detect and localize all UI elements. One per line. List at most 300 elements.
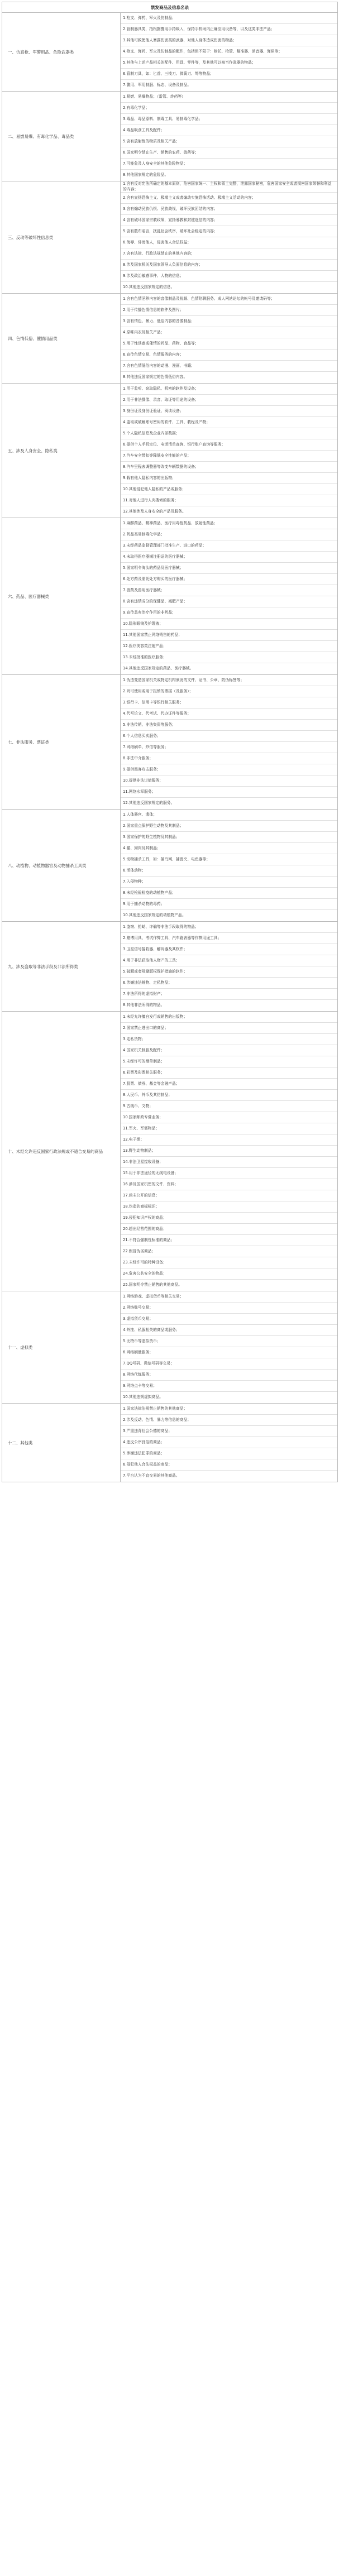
list-item-text: 4.枪支、弹药、军火及仿制品的配件，包括但不限于：枪托、枪管、瞄准器、消音器、弹匣等； [123, 49, 283, 54]
list-item-text: 22.假冒伪劣商品； [123, 1248, 156, 1253]
list-item-text: 6.侮辱、诽谤他人，侵害他人合法权益； [123, 240, 192, 245]
list-item [121, 327, 337, 338]
list-item [121, 832, 337, 843]
list-item-text: 4.含有破坏国家宗教政策，宣扬邪教和封建迷信的内容； [123, 217, 218, 222]
list-item [121, 1000, 337, 1011]
list-item-text: 6.网络刷量服务； [123, 1349, 154, 1354]
list-item-text: 1.麻醉药品、精神药品、医疗用毒性药品、放射性药品； [123, 520, 218, 525]
list-item-text: 7.非法所得的虚拟财产； [123, 991, 165, 996]
list-item [121, 1168, 337, 1179]
list-item [121, 1179, 337, 1190]
list-item-text: 9.载有他人隐私内容的出版物； [123, 475, 176, 480]
list-item [121, 495, 337, 506]
list-item-text: 5.破解或者规避版权保护措施的软件； [123, 969, 188, 974]
category-items [121, 922, 338, 1012]
list-item-text: 4.未取得医疗器械注册证的医疗器械； [123, 554, 188, 559]
category-items [121, 1012, 338, 1291]
list-item [121, 529, 337, 540]
list-item [121, 103, 337, 114]
list-item [121, 910, 337, 921]
list-item [121, 406, 337, 417]
list-item-text: 7.可能危及人身安全的其他危险物品； [123, 161, 188, 166]
list-item [121, 989, 337, 1000]
category-items [121, 294, 338, 384]
list-item-text: 12.电子烟； [123, 1137, 144, 1142]
list-item [121, 80, 337, 91]
list-item [121, 473, 337, 484]
list-item-text: 13.野生动物制品； [123, 1148, 156, 1153]
list-item-text: 6.处方药及需凭处方购买的医疗器械； [123, 576, 188, 581]
category-label: 七、非法服务、票证类 [2, 675, 121, 810]
list-item [121, 439, 337, 451]
category-label: 八、动植物、动植物器官及动物捕杀工具类 [2, 810, 121, 922]
list-item-text: 14.其他违反国家规定的药品、医疗器械。 [123, 666, 194, 671]
list-item-text: 1.用于监听、窃取隐私、机密的软件及设备； [123, 386, 199, 391]
list-item-text: 10.其他违反国家规定的信息。 [123, 285, 175, 290]
list-item [121, 888, 337, 899]
list-item-text: 11.其他国家禁止网络销售的药品； [123, 632, 182, 637]
list-item [121, 955, 337, 966]
list-item-text: 5.涉嫌违法犯罪的商品； [123, 1450, 165, 1455]
list-item [121, 675, 337, 686]
list-item-text: 12.医疗美容类注射产品； [123, 643, 167, 648]
list-item [121, 596, 337, 607]
category-label: 一、仿真枪、军警用品、危险武器类 [2, 13, 121, 92]
list-item [121, 1056, 337, 1067]
list-item [121, 540, 337, 552]
list-item [121, 1437, 337, 1448]
list-item-text: 14.非法卫星接收设备； [123, 1159, 163, 1164]
list-item-text: 1.网络游戏、虚拟货币等相关交易； [123, 1294, 184, 1299]
list-item-text: 2.赌博用具、考试作弊工具、汽车跑表器等作弊用途工具； [123, 935, 222, 940]
list-item-text: 6.涉嫌违法赃物、走私物品； [123, 980, 173, 985]
list-item [121, 731, 337, 742]
list-item [121, 1358, 337, 1370]
list-item-text: 3.走私货物； [123, 1036, 146, 1041]
list-item-text: 7.QQ号码、微信号码等交易； [123, 1361, 174, 1366]
list-item-text: 2.国家重点保护野生动物及其制品； [123, 823, 184, 828]
list-item [121, 484, 337, 495]
list-item-text: 2.网络账号交易； [123, 1305, 154, 1310]
list-item [121, 966, 337, 978]
list-item-text: 3.含有煽动民族仇恨、民族歧视，破坏民族团结的内容； [123, 206, 218, 211]
list-item-text: 18.伪造的商标标识； [123, 1204, 160, 1209]
list-item [121, 1303, 337, 1314]
prohibited-goods-table [2, 2, 338, 1482]
list-item [121, 305, 337, 316]
list-item-text: 8.人民币、外币及其仿制品； [123, 1092, 173, 1097]
list-item [121, 607, 337, 619]
list-item-text: 9.提供黑客攻击服务； [123, 767, 161, 772]
list-item [121, 1201, 337, 1213]
category-label: 五、涉及人身安全、隐私类 [2, 384, 121, 518]
list-item-text: 12.其他涉及人身安全的产品及服务。 [123, 509, 186, 514]
list-item-text: 8.汽车里程表调整器等改变车辆数据的设备； [123, 464, 199, 469]
list-item-text: 2.用于传播色情信息的软件及图片； [123, 307, 184, 312]
category-label: 九、涉及盗取等非法手段及非法所得类 [2, 922, 121, 1012]
list-item-text: 5.含有放射性的物质及相关产品； [123, 138, 180, 143]
category-label: 十、未经允许违反国家行政法规或不适合交易的商品 [2, 1012, 121, 1291]
list-item [121, 922, 337, 933]
list-item [121, 787, 337, 798]
list-item-text: 7.平台认为不宜交易的其他商品。 [123, 1473, 180, 1478]
list-item-text: 10.提供非法讨债服务； [123, 778, 163, 783]
list-item [121, 821, 337, 832]
list-item-text: 8.其他非法所得的物品。 [123, 1003, 165, 1008]
list-item-text: 4.外挂、私服相关的商品或服务； [123, 1327, 180, 1332]
list-item-text: 8.未经检验检疫的动植物产品； [123, 890, 176, 895]
list-item-text: 10.隐形眼镜及护理液； [123, 621, 163, 626]
category-items [121, 518, 338, 675]
list-item-text: 3.银行卡、信用卡等银行相关服务； [123, 700, 184, 705]
list-item [121, 641, 337, 652]
list-item-text: 6.侵犯他人合法权益的商品； [123, 1462, 173, 1467]
category-label: 四、色情低俗、催情用品类 [2, 294, 121, 384]
list-item [121, 854, 337, 865]
list-item [121, 237, 337, 248]
list-item-text: 10.其他侵犯他人隐私的产品或服务； [123, 486, 186, 491]
list-item [121, 865, 337, 877]
list-item-text: 15.用于非法途径的无线电设备； [123, 1170, 179, 1175]
list-item-text: 4.违反公序良俗的商品； [123, 1439, 165, 1444]
list-item [121, 92, 337, 103]
list-item [121, 136, 337, 147]
list-item [121, 1213, 337, 1224]
list-item [121, 349, 337, 361]
list-item [121, 933, 337, 944]
list-item-text: 20.超出经营范围的商品； [123, 1226, 167, 1231]
list-item-text: 4.国家机关制服及配件； [123, 1047, 165, 1052]
list-item-text: 2.含有宣扬恐怖主义、极端主义或者煽动实施恐怖活动、极端主义活动的内容； [123, 195, 256, 200]
list-item [121, 384, 337, 395]
list-item [121, 282, 337, 293]
list-item [121, 1347, 337, 1358]
list-item-text: 1.伪造变造国家机关或特定机构颁发的文件、证书、公章、防伪标签等； [123, 677, 245, 682]
list-item-text: 1.国家法律法规禁止销售的其他商品； [123, 1406, 188, 1411]
list-item [121, 316, 337, 327]
list-item-text: 10.其他违反国家规定的动植物产品。 [123, 913, 186, 918]
list-item [121, 1123, 337, 1134]
list-item [121, 630, 337, 641]
list-item [121, 1426, 337, 1437]
list-item [121, 114, 337, 125]
list-item-text: 2.用于非法摄像、录音、取证等用途的设备； [123, 397, 199, 402]
list-item [121, 944, 337, 955]
list-item [121, 1257, 337, 1268]
list-item-text: 10.国家邮政专营业务； [123, 1114, 163, 1119]
list-item [121, 1101, 337, 1112]
list-item-text: 5.个人隐私信息及企业内部数据； [123, 430, 180, 435]
category-row [2, 675, 338, 810]
list-item-text: 7.含有法律、行政法规禁止的其他内容的； [123, 251, 195, 256]
list-item-text: 3.虚拟货币交易； [123, 1316, 154, 1321]
list-item-text: 7.兽药及兽用医疗器械； [123, 587, 165, 592]
list-item-text: 1.含有色情淫秽内容的音像制品及视频、色情陪聊服务、成人网站论坛的帐号及邀请码等； [123, 296, 275, 301]
list-item-text: 4.猫、狗肉及其制品； [123, 845, 161, 850]
list-item [121, 181, 337, 193]
list-item-text: 21.不符合强制性标准的商品； [123, 1237, 175, 1242]
list-item-text: 4.用于非法获取他人财产的工具； [123, 957, 180, 963]
list-item-text: 19.侵犯知识产权的商品； [123, 1215, 167, 1220]
category-row [2, 1291, 338, 1404]
list-item-text: 16.涉及国家机密的文件、资料； [123, 1181, 179, 1186]
list-item-text: 5.动物捕杀工具，如：捕鸟网、捕兽夹、电鱼器等； [123, 856, 211, 861]
list-item [121, 428, 337, 439]
list-item [121, 1336, 337, 1347]
list-item-text: 4.原味内衣及相关产品； [123, 329, 165, 334]
list-item-text: 6.个人信息买卖服务； [123, 733, 161, 738]
list-item-text: 7.警用、军用制服、标志、设备及制品。 [123, 83, 192, 88]
list-item [121, 619, 337, 630]
list-item-text: 2.国家禁止进出口的商品； [123, 1025, 169, 1030]
category-items [121, 675, 338, 810]
list-item-text: 2.涉及反动、色情、暴力等信息的商品； [123, 1417, 192, 1422]
list-item [121, 193, 337, 204]
list-item [121, 1471, 337, 1482]
list-item [121, 1392, 337, 1403]
list-item [121, 697, 337, 708]
category-row [2, 518, 338, 675]
list-item-text: 5.用于性诱惑或催情的药品、药物、食品等； [123, 341, 199, 346]
list-item-text: 1.枪支、弹药、军火及仿制品； [123, 15, 176, 20]
list-item-text: 8.非法中介服务； [123, 755, 154, 760]
list-item [121, 742, 337, 753]
list-item [121, 1090, 337, 1101]
category-row [2, 294, 338, 384]
list-item [121, 1404, 337, 1415]
category-label: 二、易燃易爆、有毒化学品、毒品类 [2, 92, 121, 181]
category-items [121, 181, 338, 294]
list-item [121, 563, 337, 574]
list-item [121, 686, 337, 697]
category-items [121, 13, 338, 92]
list-item [121, 1235, 337, 1246]
list-item-text: 7.入侵物种； [123, 879, 146, 884]
list-item-text: 24.危害公共安全的物品； [123, 1271, 167, 1276]
list-item-text: 5.未经许可的烟草制品； [123, 1059, 165, 1064]
list-item-text: 9.宣传具有治疗作用的非药品； [123, 610, 176, 615]
list-item [121, 1415, 337, 1426]
list-item [121, 69, 337, 80]
list-item [121, 35, 337, 46]
list-item-text: 1.易燃、易爆物品；（雷管、炸药等） [123, 94, 185, 99]
list-item-text: 8.其他国家规定的危险品。 [123, 173, 169, 178]
list-item [121, 125, 337, 136]
category-items [121, 384, 338, 518]
list-item [121, 1157, 337, 1168]
list-item [121, 1246, 337, 1257]
list-item-text: 3.毒品、毒品原料、制毒工具、易制毒化学品； [123, 116, 203, 121]
list-item [121, 877, 337, 888]
list-item [121, 1190, 337, 1201]
list-item-text: 7.网络刷单、炒信等服务； [123, 744, 169, 749]
list-item-text: 7.股票、债券、基金等金融产品； [123, 1081, 180, 1086]
title-row [2, 2, 338, 13]
list-item-text: 6.国家明令禁止生产、销售的农药、兽药等； [123, 150, 199, 155]
list-item-text: 5.非法传销、非法集资等服务； [123, 722, 176, 727]
list-item [121, 170, 337, 181]
list-item [121, 271, 337, 282]
list-item-text: 3.严重违背社会公德的商品； [123, 1428, 173, 1433]
list-item-text: 5.含有散布谣言，扰乱社会秩序，破坏社会稳定的内容； [123, 228, 218, 233]
list-item-text: 1.未经允许擅自发行或销售的出版物； [123, 1014, 188, 1019]
list-item [121, 417, 337, 428]
list-item-text: 6.宣传色情交易、色情服务的内容； [123, 352, 184, 357]
list-item [121, 361, 337, 372]
category-row [2, 1012, 338, 1291]
list-item [121, 1134, 337, 1146]
list-item [121, 1459, 337, 1471]
list-item [121, 1079, 337, 1090]
table-title: 禁发商品及信息名录 [2, 2, 338, 13]
list-item-text: 10.其他违规虚拟商品。 [123, 1395, 163, 1400]
list-item-text: 5.国家明令淘汰的药品及医疗器械； [123, 565, 184, 570]
list-item-text: 3.国家保护的野生植物及其制品； [123, 834, 180, 839]
list-item-text: 9.网络点卡等交易； [123, 1383, 157, 1388]
list-item [121, 147, 337, 159]
list-item-text: 11.军火、军需物品； [123, 1126, 160, 1131]
list-item [121, 159, 337, 170]
list-item-text: 23.未经许可的特种设备； [123, 1260, 167, 1265]
list-item-text: 7.含有色情低俗内容的动漫、漫画、书籍； [123, 363, 195, 368]
list-item-text: 6.提供个人手机定位、电话清单查询、银行账户查询等服务； [123, 442, 226, 447]
list-item-text: 2.有毒化学品； [123, 105, 150, 110]
category-row [2, 384, 338, 518]
list-item [121, 899, 337, 910]
list-item [121, 395, 337, 406]
list-item-text: 25.国家明令禁止销售的其他商品。 [123, 1282, 182, 1287]
list-item [121, 24, 337, 35]
list-item-text: 2.药品类易制毒化学品； [123, 532, 165, 537]
list-item [121, 663, 337, 674]
list-item [121, 1146, 337, 1157]
list-item-text: 5.其他与上述产品相关的配件、用具、零件等，及其他可以被当作武器的物品； [123, 60, 256, 65]
list-item [121, 1112, 337, 1123]
list-item-text: 6.活体动物； [123, 868, 146, 873]
table-body [2, 2, 338, 1482]
list-item-text: 2.管制器具类，指根据警用手持吸入，保持手机场内正确应用设备等，以及这类非法产品； [123, 26, 275, 31]
list-item [121, 372, 337, 383]
list-item [121, 1381, 337, 1392]
list-item-text: 11.对他人进行人肉搜索的服务； [123, 497, 179, 502]
list-item-text: 8.其他违反国家规定的色情低俗内容。 [123, 375, 188, 380]
category-items [121, 810, 338, 922]
list-item [121, 260, 337, 271]
list-item [121, 1034, 337, 1045]
list-item [121, 978, 337, 989]
list-item-text: 3.未经药品监督管理部门批准生产、进口的药品； [123, 543, 207, 548]
list-item [121, 585, 337, 596]
list-item-text: 9.用于捕杀动物的毒药； [123, 901, 165, 906]
list-item-text: 1.盗窃、抢劫、诈骗等非法手段取得的物品； [123, 924, 199, 929]
list-item-text: 6.彩票及彩票相关服务； [123, 1070, 165, 1075]
list-item-text: 9.涉及政治敏感事件、人物的信息； [123, 273, 184, 278]
category-items [121, 92, 338, 181]
list-item-text: 9.古钱币、文物； [123, 1103, 154, 1108]
list-item [121, 720, 337, 731]
list-item [121, 506, 337, 518]
list-item-text: 1.人体器官、遗体； [123, 812, 157, 817]
list-item-text: 8.含有违禁成分的保健品、减肥产品； [123, 598, 188, 604]
category-row [2, 181, 338, 294]
list-item [121, 58, 337, 69]
list-item-text: 4.代写论文、代考试、代办证件等服务； [123, 711, 192, 716]
list-item-text: 17.尚未公开的信息； [123, 1193, 160, 1198]
list-item [121, 294, 337, 305]
list-item-text: 3.含有情色、暴力、低俗内容的音像制品； [123, 318, 195, 323]
list-item [121, 1012, 337, 1023]
list-item [121, 843, 337, 854]
list-item [121, 798, 337, 809]
list-item [121, 753, 337, 764]
category-label: 六、药品、医疗器械类 [2, 518, 121, 675]
category-items [121, 1291, 338, 1404]
list-item [121, 1448, 337, 1459]
list-item [121, 1023, 337, 1034]
list-item-text: 3.其他可致使他人暴露伤害类的武器，对他人身体造成伤害的物品； [123, 37, 237, 42]
list-item [121, 574, 337, 585]
list-item [121, 1067, 337, 1079]
list-item [121, 810, 337, 821]
list-item [121, 338, 337, 349]
list-item [121, 1280, 337, 1291]
list-item-text: 7.汽车安全带扣等降低安全性能的产品； [123, 453, 192, 458]
list-item [121, 1325, 337, 1336]
category-row [2, 13, 338, 92]
list-item-text: 5.比特币等虚拟货币； [123, 1338, 161, 1343]
list-item [121, 1370, 337, 1381]
category-label: 十二、其他类 [2, 1404, 121, 1482]
list-item-text: 3.卫星信号接收器、解码器及其软件； [123, 946, 188, 951]
list-item [121, 226, 337, 237]
category-row [2, 810, 338, 922]
list-item [121, 13, 337, 24]
category-label: 三、反动等破坏性信息类 [2, 181, 121, 294]
list-item [121, 1314, 337, 1325]
list-item-text: 3.身份证及身份证验证、阅读设备； [123, 408, 184, 413]
list-item [121, 708, 337, 720]
list-item [121, 462, 337, 473]
list-item-text: 4.盗取或破解账号密码的软件、工具、教程及产物； [123, 419, 211, 424]
list-item [121, 451, 337, 462]
list-item [121, 1224, 337, 1235]
category-row [2, 1404, 338, 1482]
list-item-text: 1.含有反对宪法所确定的基本原则，危害国家统一、主权和领土完整，泄露国家秘密，危害国家安全或者损害国家荣誉和利益的内容； [123, 181, 332, 191]
list-item [121, 1268, 337, 1280]
list-item [121, 215, 337, 226]
list-item-text: 8.涉及国家机关及国家领导人负面信息的内容； [123, 262, 203, 267]
list-item [121, 1291, 337, 1303]
list-item-text: 2.尚可使用或用于报销的票据（及服务）； [123, 688, 193, 693]
list-item [121, 518, 337, 529]
list-item [121, 652, 337, 663]
list-item-text: 4.毒品吸食工具及配件； [123, 127, 165, 132]
list-item-text: 12.其他违反国家规定的服务。 [123, 801, 175, 806]
list-item-text: 8.网络代练服务； [123, 1372, 154, 1377]
list-item [121, 775, 337, 787]
category-items [121, 1404, 338, 1482]
list-item [121, 46, 337, 58]
category-row [2, 922, 338, 1012]
list-item [121, 204, 337, 215]
list-item [121, 1045, 337, 1056]
category-row [2, 92, 338, 181]
list-item-text: 11.网络水军服务； [123, 789, 156, 794]
list-item [121, 552, 337, 563]
list-item [121, 248, 337, 260]
list-item [121, 764, 337, 775]
category-label: 十一、虚拟类 [2, 1291, 121, 1404]
